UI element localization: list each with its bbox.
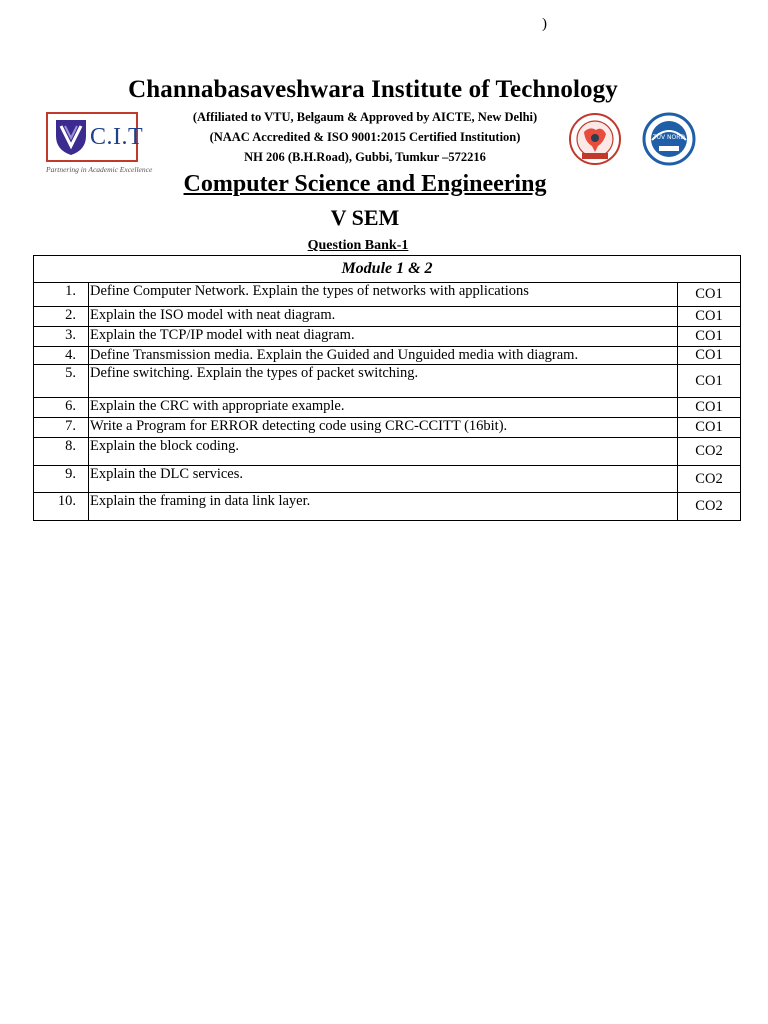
table-row [34, 438, 741, 466]
cit-logo-tagline: Partnering in Academic Excellence [46, 165, 153, 174]
stray-parenthesis: ) [542, 16, 547, 32]
table-row [34, 418, 741, 438]
course-outcome: CO2 [678, 466, 741, 493]
table-row [34, 398, 741, 418]
table-row [34, 365, 741, 398]
address-line: NH 206 (B.H.Road), Gubbi, Tumkur –572216 [244, 150, 486, 164]
course-outcome: CO2 [678, 493, 741, 521]
module-header-row [34, 256, 741, 283]
question-text: Explain the block coding. [89, 438, 678, 466]
table-row [34, 283, 741, 307]
table-row [34, 466, 741, 493]
institute-title: Channabasaveshwara Institute of Technology [128, 76, 618, 103]
question-table [33, 255, 741, 521]
tuv-badge-text: TÜV NORD [652, 134, 686, 141]
question-number: 4. [34, 347, 89, 365]
question-bank-title: Question Bank-1 [307, 238, 409, 253]
question-number: 2. [34, 307, 89, 327]
accreditation-line: (NAAC Accredited & ISO 9001:2015 Certified Institution) [209, 130, 521, 144]
question-number: 7. [34, 418, 89, 438]
course-outcome: CO1 [678, 327, 741, 347]
table-row [34, 347, 741, 365]
course-outcome: CO1 [678, 307, 741, 327]
cit-logo [46, 112, 153, 178]
course-outcome: CO1 [678, 365, 741, 398]
question-text: Explain the CRC with appropriate example. [89, 398, 678, 418]
question-text: Define Computer Network. Explain the types of networks with applications [89, 283, 678, 307]
question-text: Write a Program for ERROR detecting code using CRC-CCITT (16bit). [89, 418, 678, 438]
question-text: Explain the TCP/IP model with neat diagram. [89, 327, 678, 347]
question-number: 1. [34, 283, 89, 307]
tuv-nord-badge-icon [642, 112, 696, 166]
question-number: 10. [34, 493, 89, 521]
question-text: Define Transmission media. Explain the Guided and Unguided media with diagram. [89, 347, 678, 365]
question-number: 3. [34, 327, 89, 347]
module-title: Module 1 & 2 [34, 256, 741, 283]
cit-logo-text: C.I.T [90, 124, 144, 150]
department-title: Computer Science and Engineering [183, 171, 547, 197]
question-text: Explain the DLC services. [89, 466, 678, 493]
table-row [34, 307, 741, 327]
question-number: 8. [34, 438, 89, 466]
question-number: 6. [34, 398, 89, 418]
course-outcome: CO1 [678, 418, 741, 438]
table-row [34, 327, 741, 347]
question-text: Define switching. Explain the types of packet switching. [89, 365, 678, 398]
question-text: Explain the ISO model with neat diagram. [89, 307, 678, 327]
question-text: Explain the framing in data link layer. [89, 493, 678, 521]
question-number: 5. [34, 365, 89, 398]
table-row [34, 493, 741, 521]
question-number: 9. [34, 466, 89, 493]
course-outcome: CO1 [678, 347, 741, 365]
affiliation-line: (Affiliated to VTU, Belgaum & Approved by AICTE, New Delhi) [192, 110, 538, 124]
cit-shield-icon [54, 118, 88, 156]
course-outcome: CO2 [678, 438, 741, 466]
semester-title: V SEM [330, 205, 400, 230]
course-outcome: CO1 [678, 283, 741, 307]
course-outcome: CO1 [678, 398, 741, 418]
naac-emblem-icon [568, 112, 622, 166]
